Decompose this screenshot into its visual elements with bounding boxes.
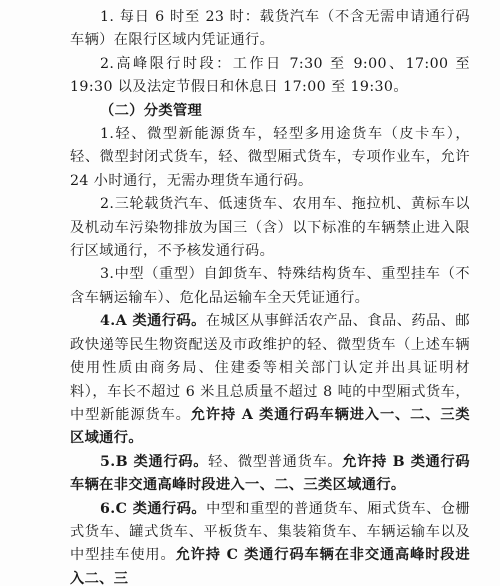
item-6-rule: 允许持 C 类通行码车辆在非交通高峰时段进入二、三 [70,547,470,586]
item-5-label: 5.B 类通行码。 [100,453,209,470]
section-heading-classification: （二）分类管理 [100,102,203,119]
item-5-rule: 允许持 B 类通行码车辆在非交通高峰时段进入一、二、三类区域通行。 [70,453,470,494]
document-body [70,6,470,586]
item-5-text: 轻、微型普通货车。 [208,453,343,470]
paragraph-item-2: 2.三轮载货汽车、低速货车、农用车、拖拉机、黄标车以及机动车污染物排放为国三（含）以下标准的车辆禁止进入限行区域通行，不予核发通行码。 [70,196,470,260]
paragraph-item-5 [70,451,470,498]
paragraph-item-1: 1.轻、微型新能源货车，轻型多用途货车（皮卡车），轻、微型封闭式货车，轻、微型厢式货车，专项作业车，允许 24 小时通行，无需办理货车通行码。 [70,126,470,189]
item-4-label: 4.A 类通行码。 [100,313,206,330]
item-4-text: 在城区从事鲜活农产品、食品、药品、邮政快递等民生物资配送及市政维护的轻、微型货车（上述车辆使用性质由商务局、住建委等相关部门认定并出具证明材料），车长不超过 6 米且总质量不超过 8 吨的中型厢式货车，中型新能源货车。 [70,313,471,423]
paragraph-peak-restriction: 2.高峰限行时段：工作日 7:30 至 9:00、17:00 至 19:30 以及法定节假日和休息日 17:00 至 19:30。 [70,55,470,96]
paragraph-item-4 [70,310,470,450]
paragraph-item-3: 3.中型（重型）自卸货车、特殊结构货车、重型挂车（不含车辆运输车）、危化品运输车全天凭证通行。 [70,266,470,306]
item-6-label: 6.C 类通行码。 [100,500,207,517]
item-6-text: 中型和重型的普通货车、厢式货车、仓栅式货车、罐式货车、平板货车、集装箱货车、车辆运输车以及中型挂车使用。 [70,500,470,564]
item-4-rule: 允许持 A 类通行码车辆进入一、二、三类区域通行。 [70,406,471,447]
paragraph-time-restriction: 1. 每日 6 时至 23 时：载货汽车（不含无需申请通行码车辆）在限行区域内凭证通行。 [70,9,470,49]
paragraph-item-6 [70,498,470,586]
